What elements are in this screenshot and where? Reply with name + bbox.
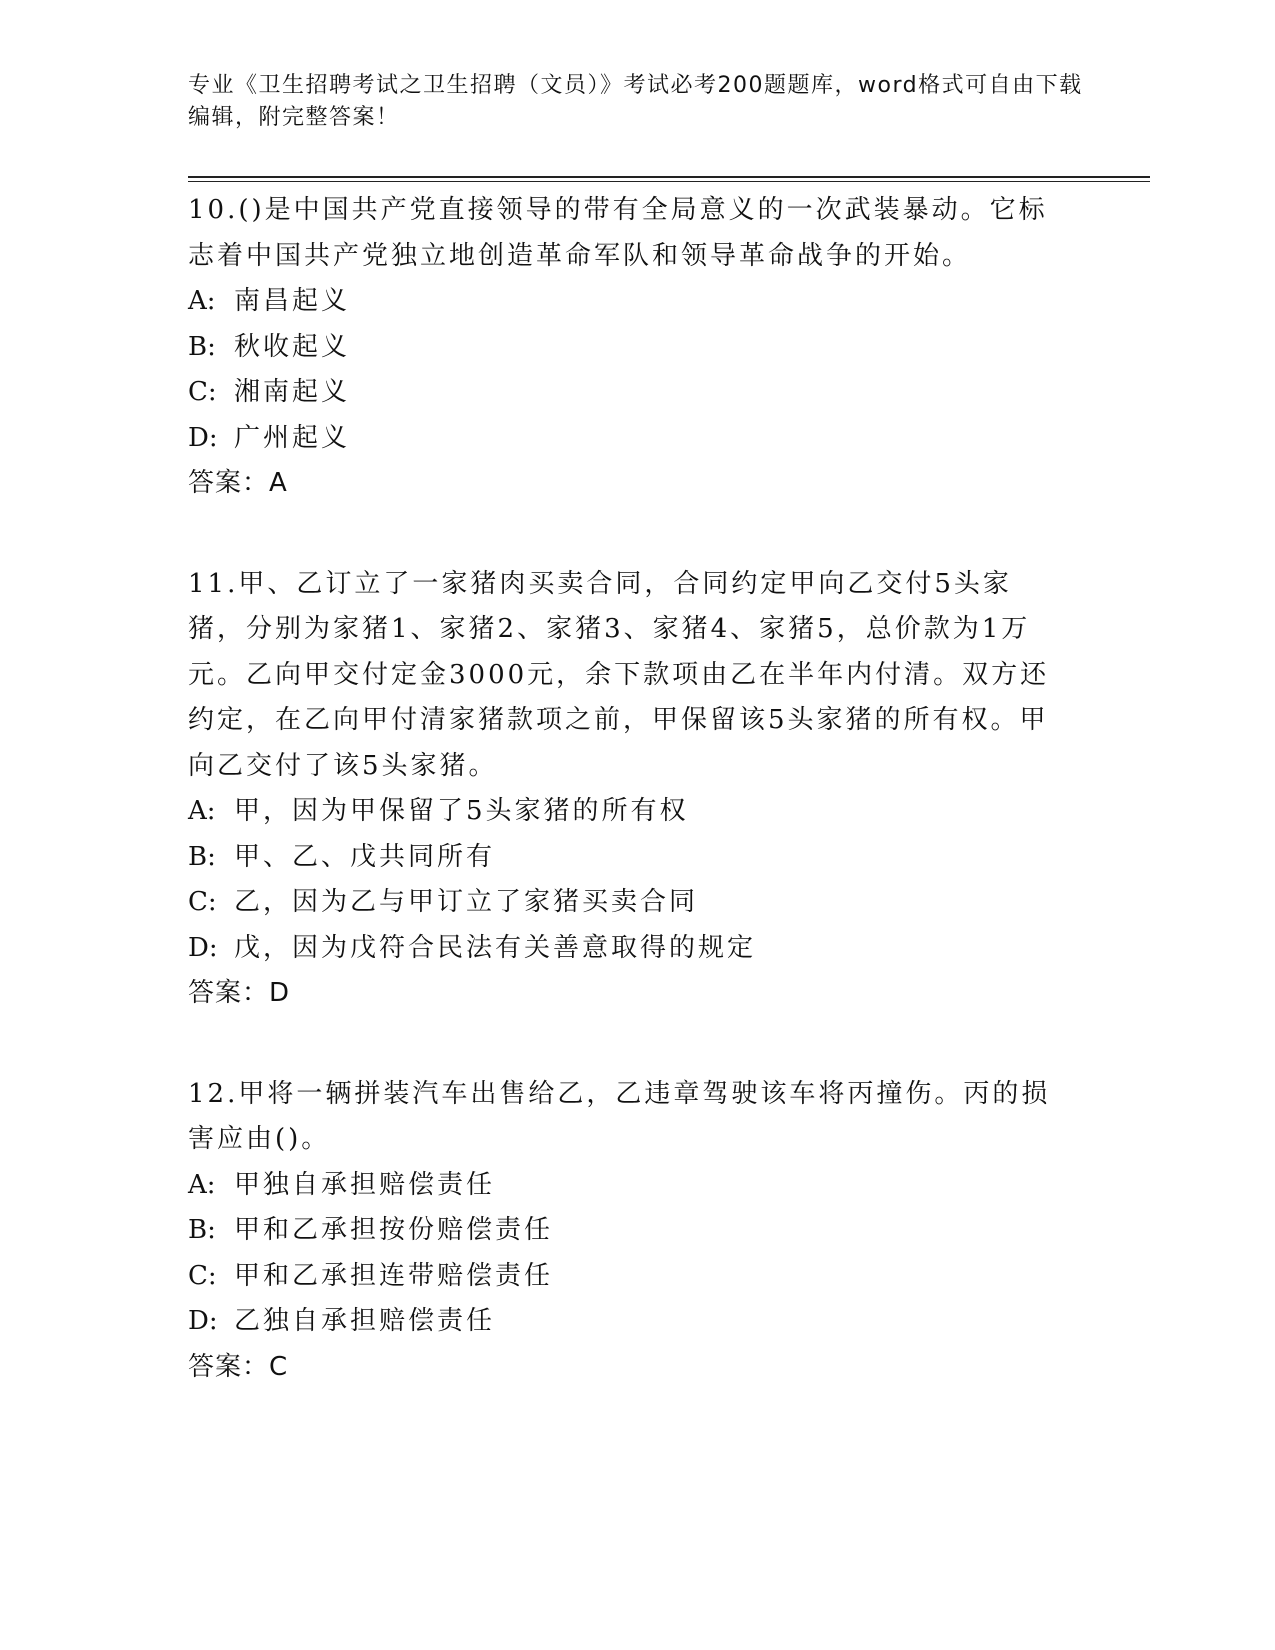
question-stem: 10.()是中国共产党直接领导的带有全局意义的一次武装暴动。它标志着中国共产党独立地创造革命军队和领导革命战争的开始。 [188,195,1048,271]
option-c [188,370,1088,416]
option-c [188,880,1088,926]
option-letter: B: [188,331,216,362]
question-stem: 12.甲将一辆拼装汽车出售给乙，乙违章驾驶该车将丙撞伤。丙的损害应由()。 [188,1078,1051,1154]
option-text: 秋收起义 [234,331,351,362]
option-text: 广州起义 [234,422,351,453]
option-text: 戊，因为戊符合民法有关善意取得的规定 [234,932,757,963]
question-11 [188,562,1088,1017]
question-stem: 11.甲、乙订立了一家猪肉买卖合同，合同约定甲向乙交付5头家猪，分别为家猪1、家猪2、家猪3、家猪4、家猪5，总价款为1万元。乙向甲交付定金3000元，余下款项由乙在半年内付清。双方还约定，在乙向甲付清家猪款项之前，甲保留该5头家猪的所有权。甲向乙交付了该5头家猪。 [188,568,1050,781]
header-divider-thick [188,176,1150,178]
option-text: 甲和乙承担按份赔偿责任 [234,1215,554,1245]
question-10 [188,188,1088,507]
question-12 [188,1072,1088,1391]
option-b [188,835,1088,881]
option-letter: A: [188,286,216,316]
answer-line: 答案：C [188,1351,289,1382]
option-a [188,789,1088,835]
option-d [188,1299,1088,1345]
option-b [188,1208,1088,1254]
option-text: 乙，因为乙与甲订立了家猪买卖合同 [234,887,699,917]
option-letter: D: [188,422,218,453]
option-letter: A: [188,796,216,826]
option-b [188,325,1088,371]
option-a [188,279,1088,325]
option-letter: B: [188,1215,216,1245]
option-letter: B: [188,841,216,872]
option-text: 湘南起义 [234,377,351,407]
option-d [188,416,1088,462]
option-letter: C: [188,377,217,407]
option-text: 甲独自承担赔偿责任 [234,1169,496,1200]
document-header: 专业《卫生招聘考试之卫生招聘（文员）》考试必考200题题库，word格式可自由下载编辑，附完整答案！ [188,73,1083,130]
option-text: 乙独自承担赔偿责任 [234,1306,496,1336]
answer-line: 答案：A [188,468,288,498]
option-c [188,1254,1088,1300]
option-letter: C: [188,1260,217,1291]
option-text: 甲、乙、戊共同所有 [234,841,496,872]
option-text: 甲，因为甲保留了5头家猪的所有权 [234,796,689,826]
option-text: 甲和乙承担连带赔偿责任 [234,1260,554,1291]
header-divider-thin [188,181,1150,182]
option-d [188,926,1088,972]
option-letter: D: [188,932,218,963]
question-list [188,188,1088,1445]
option-text: 南昌起义 [234,286,351,316]
option-letter: A: [188,1169,216,1200]
option-letter: D: [188,1306,218,1336]
option-a [188,1163,1088,1209]
answer-line: 答案：D [188,978,291,1008]
option-letter: C: [188,887,217,917]
